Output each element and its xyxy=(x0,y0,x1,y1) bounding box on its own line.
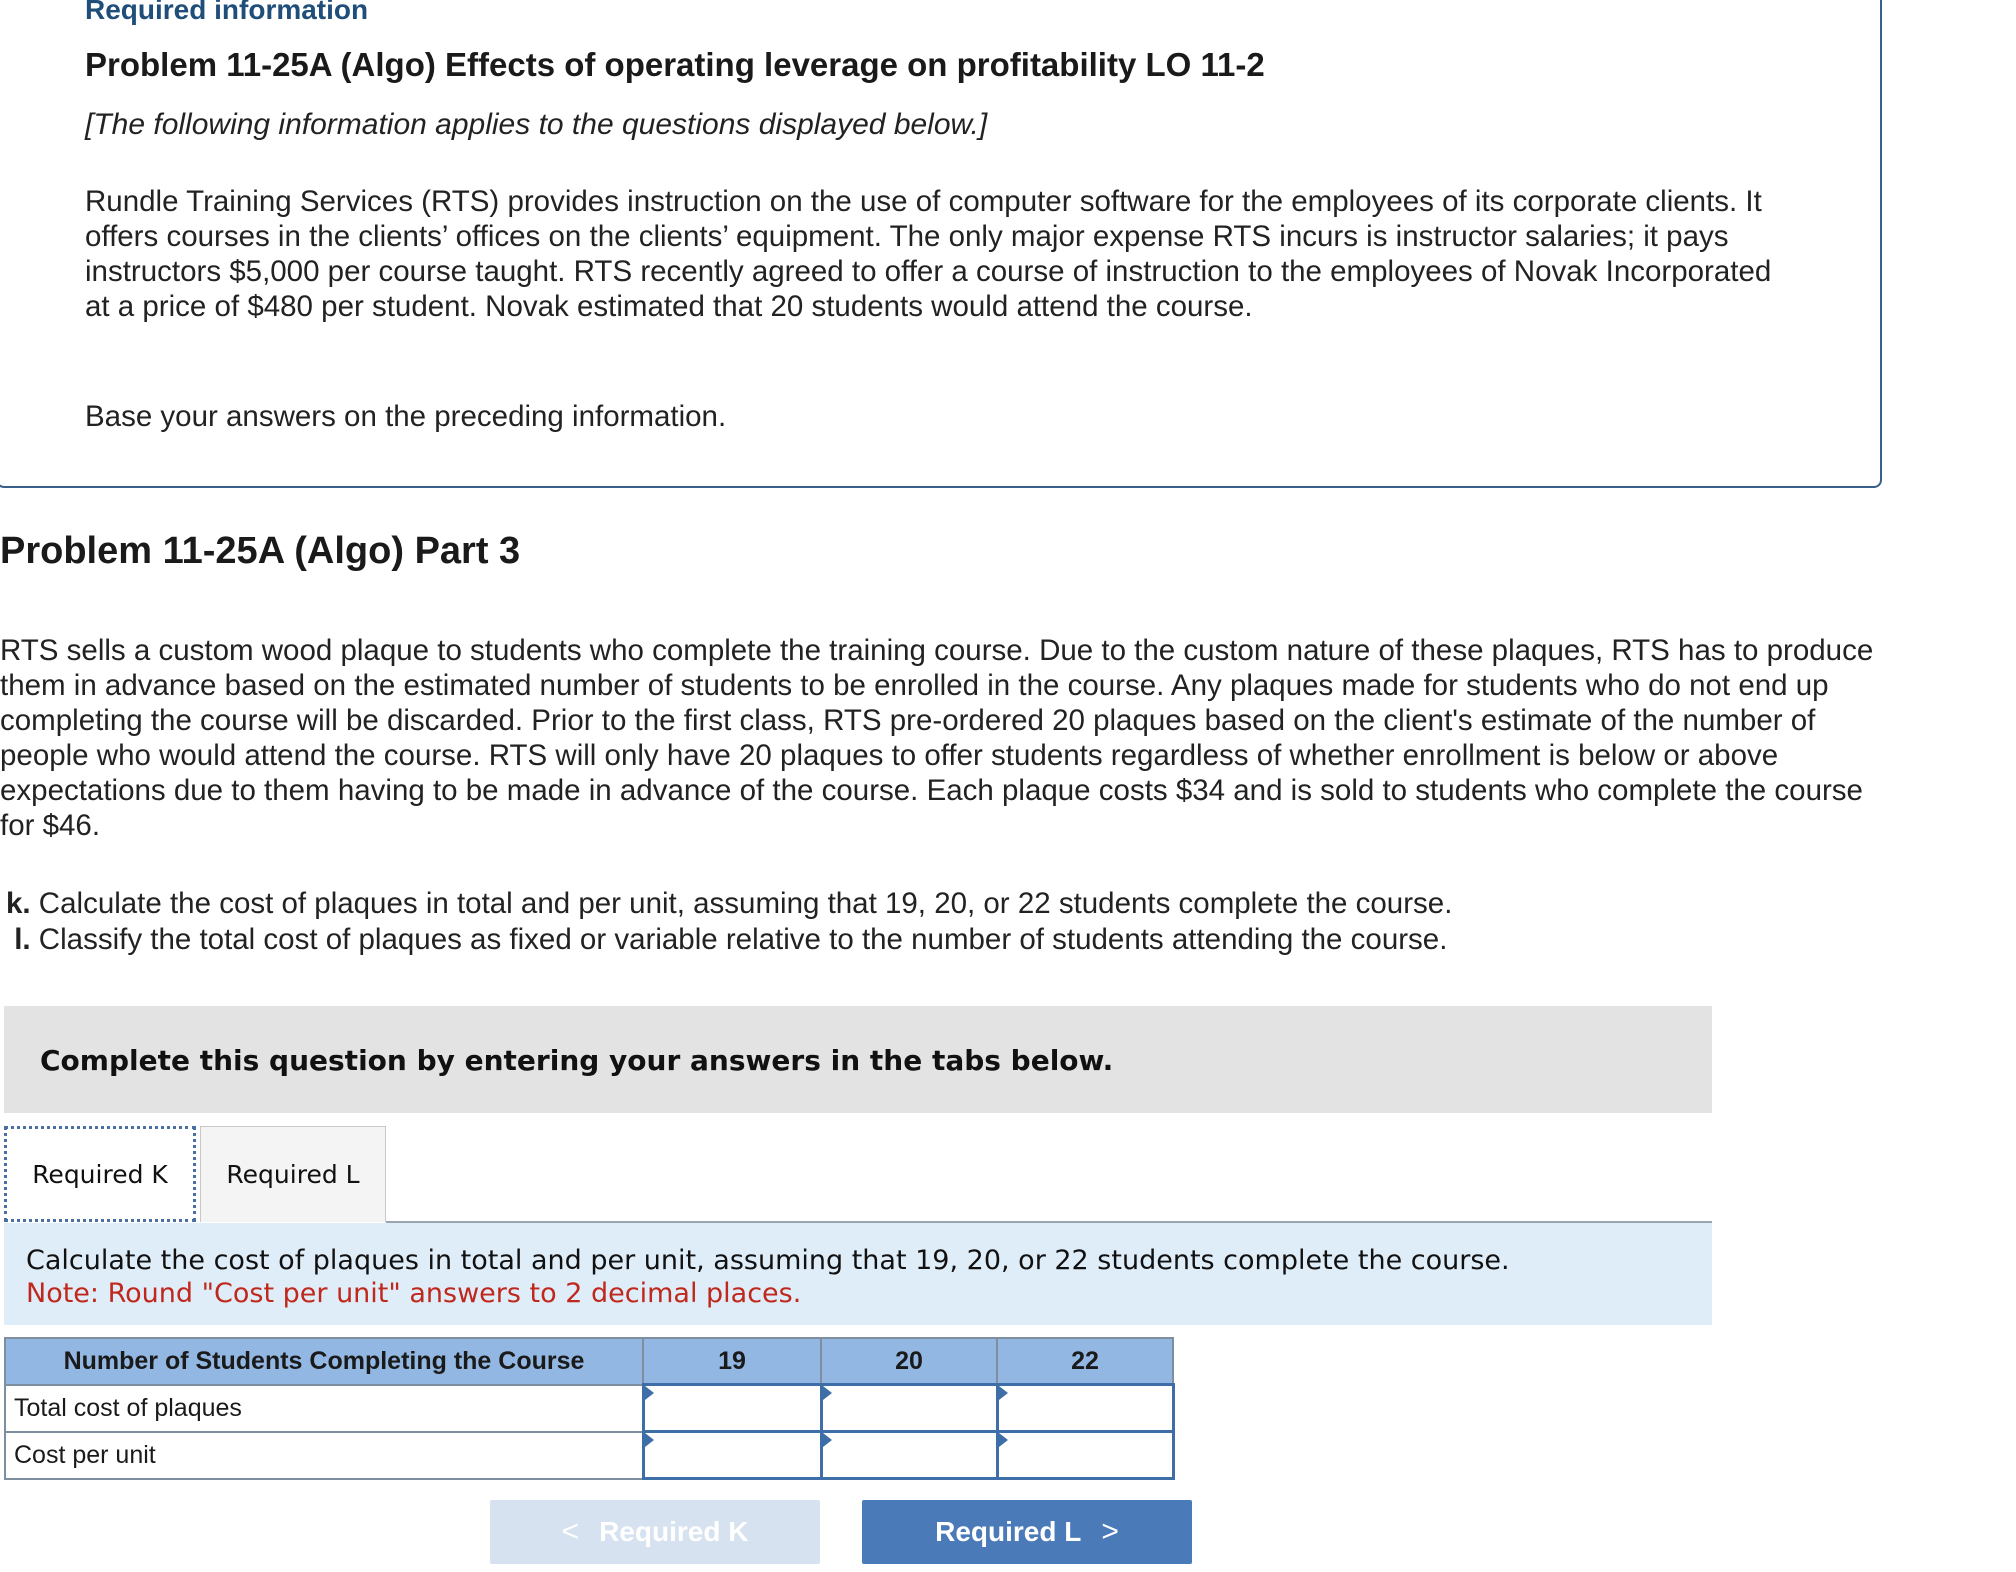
total-cost-22-cell[interactable] xyxy=(997,1385,1173,1432)
instructions-text: Complete this question by entering your answers in the tabs below. xyxy=(40,1044,1114,1077)
total-cost-19-input[interactable] xyxy=(645,1386,820,1430)
requirement-k-letter: k. xyxy=(6,887,31,920)
column-header-label: Number of Students Completing the Course xyxy=(5,1338,643,1385)
requirement-l-letter: l. xyxy=(14,923,31,956)
tab-required-k[interactable]: Required K xyxy=(4,1126,196,1222)
problem-title: Problem 11-25A (Algo) Effects of operating leverage on profitability LO 11-2 xyxy=(85,46,1265,83)
cost-per-unit-20-cell[interactable] xyxy=(821,1432,997,1479)
next-button-label: Required L xyxy=(935,1516,1082,1547)
total-cost-20-cell[interactable] xyxy=(821,1385,997,1432)
tab-required-l[interactable]: Required L xyxy=(200,1126,386,1222)
total-cost-19-cell[interactable] xyxy=(643,1385,821,1432)
problem-description: Rundle Training Services (RTS) provides instruction on the use of computer software for the employees of its corporate clients. It offers courses in the clients’ offices on the clients’ equipment. The only major expense RTS incurs is instructor salaries; it pays instructors $5,000 per course taught. RTS recently agreed to offer a course of instruction to the employees of Novak Incorporated at a price of $480 per student. Novak estimated that 20 students would attend the course. xyxy=(85,185,1772,323)
cost-per-unit-20-input[interactable] xyxy=(823,1433,996,1477)
required-information-header: Required information xyxy=(85,0,369,25)
requirement-l-text: Classify the total cost of plaques as fixed or variable relative to the number of students attending the course. xyxy=(30,923,1448,956)
previous-button-label: Required K xyxy=(599,1516,749,1547)
chevron-left-icon: < xyxy=(561,1515,580,1548)
problem-base-text: Base your answers on the preceding information. xyxy=(85,400,727,433)
requirement-k xyxy=(6,886,1452,922)
task-text: Calculate the cost of plaques in total and per unit, assuming that 19, 20, or 22 students complete the course. xyxy=(26,1245,1510,1276)
total-cost-20-input[interactable] xyxy=(823,1386,996,1430)
row-label-total-cost: Total cost of plaques xyxy=(5,1385,643,1432)
cost-per-unit-22-input[interactable] xyxy=(999,1433,1172,1477)
requirement-l xyxy=(6,922,1452,958)
part-title: Problem 11-25A (Algo) Part 3 xyxy=(0,530,521,572)
task-note: Note: Round "Cost per unit" answers to 2 decimal places. xyxy=(26,1278,802,1309)
cost-per-unit-19-input[interactable] xyxy=(645,1433,820,1477)
problem-note: [The following information applies to the questions displayed below.] xyxy=(85,108,988,141)
total-cost-22-input[interactable] xyxy=(999,1386,1172,1430)
task-instructions xyxy=(4,1223,1712,1325)
table-row-total-cost xyxy=(5,1385,1173,1432)
answer-table xyxy=(4,1337,1175,1480)
table-header-row xyxy=(5,1338,1173,1385)
part-description: RTS sells a custom wood plaque to students who complete the training course. Due to the custom nature of these plaques, RTS has to produce them in advance based on the estimated number of students to be enrolled in the course. Any plaques made for students who do not end up completing the course will be discarded. Prior to the first class, RTS pre-ordered 20 plaques based on the client's estimate of the number of people who would attend the course. RTS will only have 20 plaques to offer students regardless of whether enrollment is below or above expectations due to them having to be made in advance of the course. Each plaque costs $34 and is sold to students who complete the course for $46. xyxy=(0,634,1874,842)
column-header-22: 22 xyxy=(997,1338,1173,1385)
cost-per-unit-22-cell[interactable] xyxy=(997,1432,1173,1479)
instructions-bar xyxy=(4,1006,1712,1113)
table-row-cost-per-unit xyxy=(5,1432,1173,1479)
next-button[interactable] xyxy=(862,1500,1192,1564)
column-header-20: 20 xyxy=(821,1338,997,1385)
cost-per-unit-19-cell[interactable] xyxy=(643,1432,821,1479)
previous-button xyxy=(490,1500,820,1564)
row-label-cost-per-unit: Cost per unit xyxy=(5,1432,643,1479)
requirements-list xyxy=(6,886,1452,958)
column-header-19: 19 xyxy=(643,1338,821,1385)
requirement-k-text: Calculate the cost of plaques in total and per unit, assuming that 19, 20, or 22 students complete the course. xyxy=(30,887,1453,920)
chevron-right-icon: > xyxy=(1101,1515,1119,1548)
